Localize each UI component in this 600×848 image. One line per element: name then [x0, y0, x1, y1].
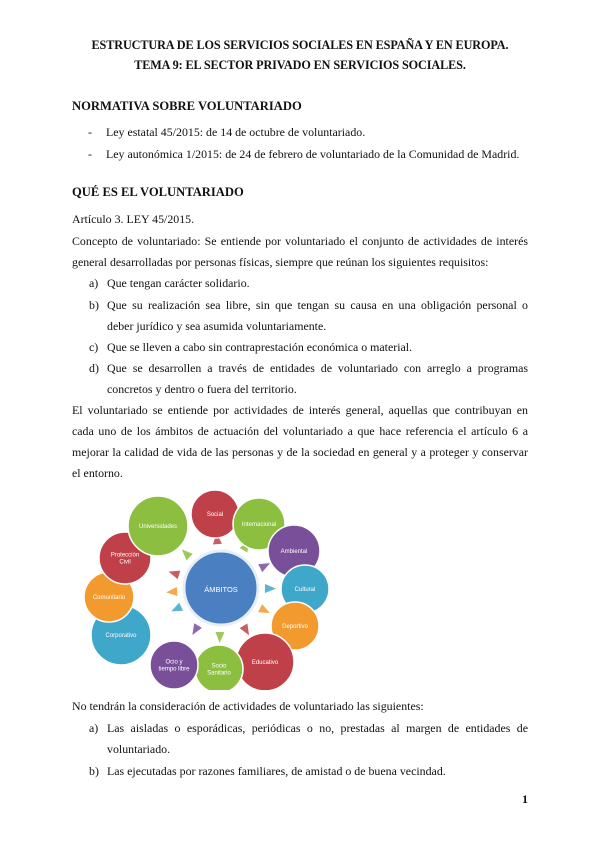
requisito-d-cont: concretos y dentro o fuera del territorio.	[107, 382, 297, 396]
article-reference: Artículo 3. LEY 45/2015.	[72, 212, 195, 226]
ambito-label: Internacional	[241, 522, 277, 528]
ambito-label: Cultural	[294, 587, 316, 593]
ambito-node	[128, 496, 188, 556]
ambito-label: Socio	[211, 663, 227, 670]
ambito-label: Corporativo	[105, 633, 137, 639]
ambito-arrow	[169, 571, 181, 580]
paragraph-line: mejorar la calidad de vida de las personas y de la sociedad en general y a proteger y conservar	[72, 445, 528, 459]
concept-line: Concepto de voluntariado: Se entiende por voluntariado el conjunto de actividades de interés	[72, 234, 528, 248]
ambito-arrow	[192, 623, 202, 635]
requisito-d: Que se desarrollen a través de entidades de voluntariado con arreglo a programas	[107, 361, 528, 375]
page-number: 1	[522, 792, 528, 806]
paragraph-line: cada uno de los ámbitos de actuación del voluntariado a que hace referencia el artículo 6 a	[72, 424, 528, 438]
dash-bullet: -	[88, 147, 92, 161]
ambito-label: Sanitario	[207, 670, 231, 677]
list-marker: a)	[89, 721, 99, 735]
ambito-label: Educativo	[251, 660, 279, 666]
ambito-arrow	[182, 549, 193, 560]
concept-line: general desarrolladas por personas físicas, siempre que reúnan los siguientes requisitos:	[72, 255, 489, 269]
ambito-arrow	[171, 603, 183, 612]
requisito-c: Que se lleven a cabo sin contraprestación económica o material.	[107, 340, 413, 354]
ambito-label: tiempo libre	[158, 666, 190, 673]
ambito-label: Universidades	[138, 524, 178, 530]
heading-que-es: QUÉ ES EL VOLUNTARIADO	[72, 185, 244, 199]
ambito-label: Deportivo	[282, 624, 308, 630]
ambitos-diagram	[72, 480, 342, 690]
exclusion-b: Las ejecutadas por razones familiares, de amistad o de buena vecindad.	[107, 764, 446, 778]
normativa-item-1: Ley estatal 45/2015: de 14 de octubre de voluntariado.	[106, 125, 366, 139]
document-title-line-2: TEMA 9: EL SECTOR PRIVADO EN SERVICIOS SOCIALES.	[134, 58, 466, 72]
paragraph-line: el entorno.	[72, 466, 123, 480]
center-label: ÁMBITOS	[204, 585, 238, 594]
heading-normativa: NORMATIVA SOBRE VOLUNTARIADO	[72, 99, 302, 113]
ambito-arrow	[258, 604, 270, 613]
ambito-arrow	[258, 563, 270, 572]
ambito-label: Comunitario	[92, 595, 126, 601]
list-marker: b)	[89, 764, 99, 778]
normativa-item-2: Ley autonómica 1/2015: de 24 de febrero de voluntariado de la Comunidad de Madrid.	[106, 147, 520, 161]
paragraph-line: El voluntariado se entiende por actividades de interés general, aquellas que contribuyan en	[72, 403, 528, 417]
ambito-label: Ambiental	[280, 549, 308, 555]
requisito-b: Que su realización sea libre, sin que tengan su causa en una obligación personal o	[107, 298, 528, 312]
ambito-node	[195, 645, 243, 690]
document-title-line-1: ESTRUCTURA DE LOS SERVICIOS SOCIALES EN ESPAÑA Y EN EUROPA.	[91, 38, 509, 52]
ambito-arrow	[240, 624, 249, 636]
list-marker: a)	[89, 276, 99, 290]
no-voluntariado-intro: No tendrán la consideración de actividades de voluntariado las siguientes:	[72, 699, 424, 713]
exclusion-a-cont: voluntariado.	[107, 742, 171, 756]
dash-bullet: -	[88, 125, 92, 139]
requisito-a: Que tengan carácter solidario.	[107, 276, 250, 290]
list-marker: c)	[89, 340, 99, 354]
requisito-b-cont: deber jurídico y sea asumida voluntariamente.	[107, 319, 327, 333]
list-marker: b)	[89, 298, 99, 312]
ambito-arrow	[215, 632, 224, 643]
ambito-label: Civil	[119, 559, 131, 566]
list-marker: d)	[89, 361, 99, 375]
ambito-node	[191, 490, 239, 538]
ambito-label: Ocio y	[165, 659, 183, 666]
center-node	[184, 551, 258, 625]
ambito-node	[150, 641, 198, 689]
ambito-node	[236, 633, 294, 690]
exclusion-a: Las aisladas o esporádicas, periódicas o no, prestadas al margen de entidades de	[107, 721, 528, 735]
ambito-label: Protección	[110, 552, 140, 559]
ambito-arrow	[166, 587, 177, 596]
ambito-label: Social	[206, 512, 224, 518]
ambito-arrow	[265, 584, 276, 593]
